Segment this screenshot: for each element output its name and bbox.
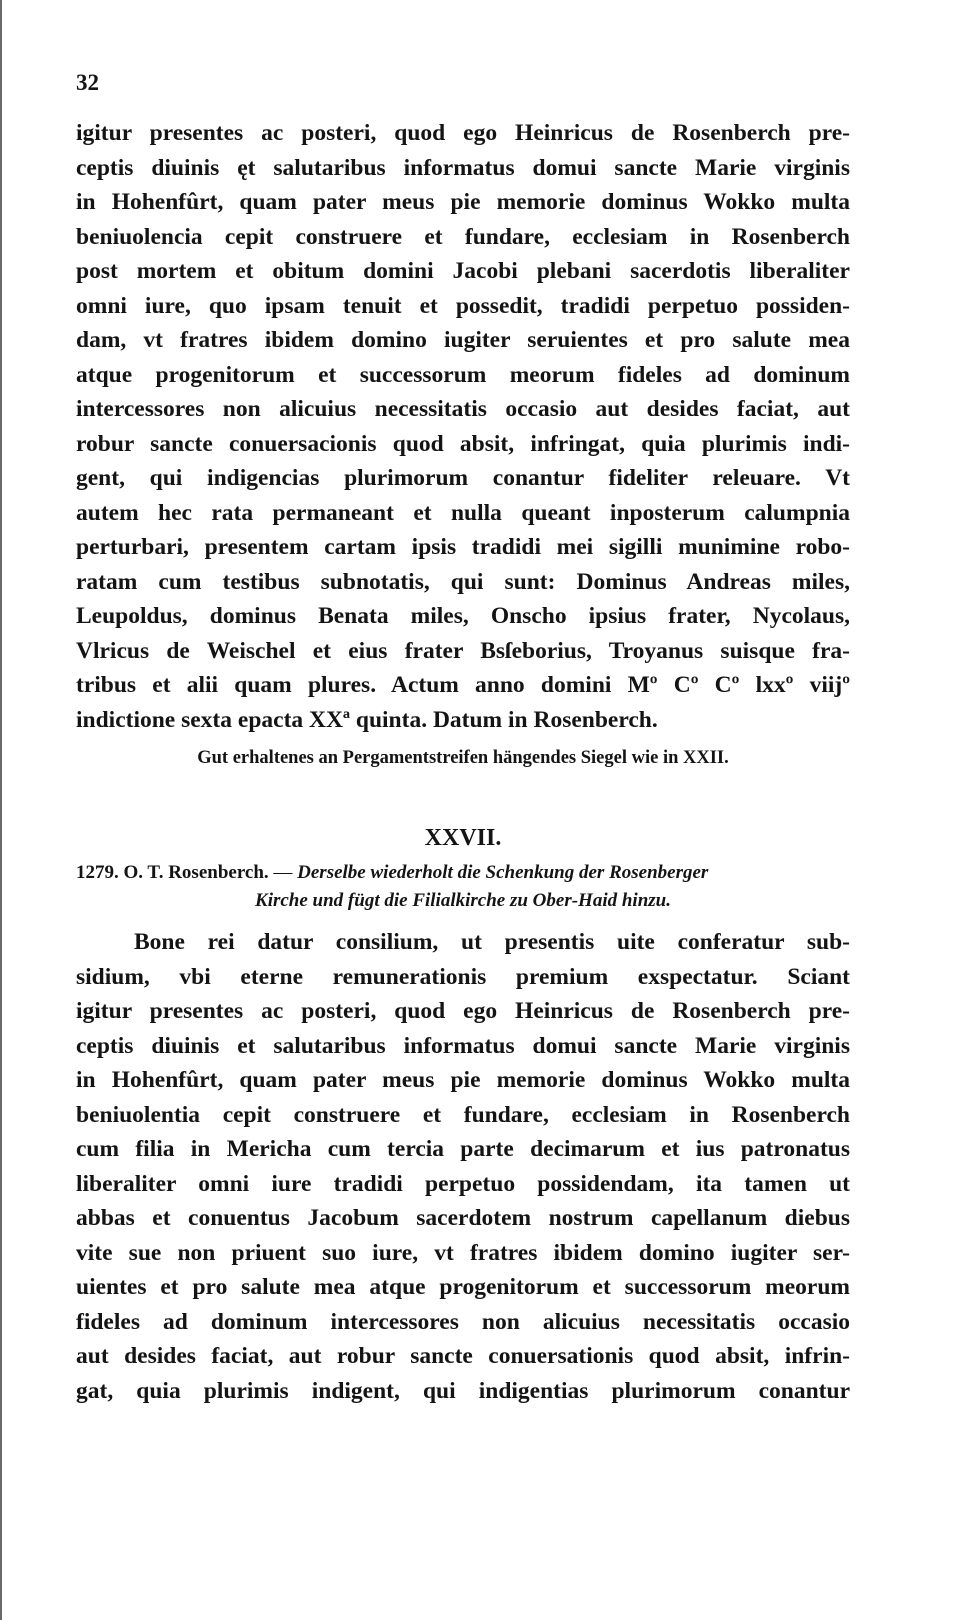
text-line: ceptis diuinis ęt salutaribus informatus domui sancte Marie virginis — [76, 154, 850, 181]
text-line: liberaliter omni iure tradidi perpetuo possidendam, ita tamen ut — [76, 1170, 850, 1197]
text-line: abbas et conuentus Jacobum sacerdotem nostrum capellanum diebus — [76, 1205, 850, 1231]
text-line: atque progenitorum et successorum meorum fideles ad dominum — [76, 361, 850, 388]
text-line: dam, vt fratres ibidem domino iugiter seruientes et pro salute mea — [76, 327, 850, 353]
text-line: sidium, vbi eterne remunerationis premium exspectatur. Sciant — [76, 963, 850, 990]
text-line: gent, qui indigencias plurimorum conantur fideliter releuare. Vt — [76, 465, 850, 491]
text-line: gat, quia plurimis indigent, qui indigentias plurimorum conantur — [76, 1377, 850, 1404]
text-line: indictione sexta epacta XXª quinta. Datum in Rosenberch. — [76, 706, 658, 733]
text-line: aut desides faciat, aut robur sancte conuersationis quod absit, infrin- — [76, 1343, 850, 1369]
text-line: tribus et alii quam plures. Actum anno domini Mº Cº Cº lxxº viijº — [76, 672, 850, 698]
text-line: ratam cum testibus subnotatis, qui sunt: Dominus Andreas miles, — [76, 568, 850, 595]
text-line: fideles ad dominum intercessores non alicuius necessitatis occasio — [76, 1308, 850, 1335]
text-line: robur sancte conuersacionis quod absit, infringat, quia plurimis indi- — [76, 430, 850, 457]
text-line: Leupoldus, dominus Benata miles, Onscho ipsius frater, Nycolaus, — [76, 603, 850, 629]
charter-xxvii-text — [76, 925, 850, 1408]
text-line: omni iure, quo ipsam tenuit et possedit, tradidi perpetuo possiden- — [76, 292, 850, 319]
text-line: post mortem et obitum domini Jacobi plebani sacerdotis liberaliter — [76, 258, 850, 284]
text-line: beniuolencia cepit construere et fundare, ecclesiam in Rosenberch — [76, 223, 850, 250]
regest-summary: Derselbe wiederholt die Schenkung der Rosenberger — [297, 862, 709, 883]
text-line: vite sue non priuent suo iure, vt fratres ibidem domino iugiter ser- — [76, 1239, 850, 1266]
regest-date-place: 1279. O. T. Rosenberch. — [76, 862, 269, 883]
seal-note: Gut erhaltenes an Pergamentstreifen hängendes Siegel wie in XXII. — [197, 748, 729, 768]
text-line: uientes et pro salute mea atque progenitorum et successorum meorum — [76, 1274, 850, 1300]
text-line: cum filia in Mericha cum tercia parte decimarum et ius patronatus — [76, 1136, 850, 1162]
text-line: autem hec rata permaneant et nulla queant inposterum calumpnia — [76, 499, 850, 526]
text-line: Bone rei datur consilium, ut presentis uite conferatur sub- — [134, 929, 850, 955]
document-number-heading: XXVII. — [424, 825, 502, 851]
text-line: intercessores non alicuius necessitatis occasio aut desides faciat, aut — [76, 396, 850, 422]
text-line: igitur presentes ac posteri, quod ego Heinricus de Rosenberch pre- — [76, 998, 850, 1024]
page-edge-rule — [0, 0, 2, 1620]
regest-summary-continued: Kirche und fügt die Filialkirche zu Ober-Haid hinzu. — [255, 890, 671, 911]
page-number: 32 — [76, 70, 99, 95]
document-regest — [76, 859, 850, 915]
regest-dash: — — [268, 862, 298, 883]
text-line: in Hohenfûrt, quam pater meus pie memorie dominus Wokko multa — [76, 189, 850, 215]
text-line: beniuolentia cepit construere et fundare, ecclesiam in Rosenberch — [76, 1101, 850, 1128]
document-page — [76, 60, 850, 1408]
text-line: Vlricus de Weischel et eius frater Bsſeborius, Troyanus suisque fra- — [76, 637, 850, 664]
text-line: igitur presentes ac posteri, quod ego Heinricus de Rosenberch pre- — [76, 120, 850, 146]
text-line: in Hohenfûrt, quam pater meus pie memorie dominus Wokko multa — [76, 1067, 850, 1093]
charter-xxvi-continuation-text — [76, 116, 850, 737]
regest-line — [76, 859, 850, 887]
text-line: perturbari, presentem cartam ipsis tradidi mei sigilli munimine robo- — [76, 534, 850, 560]
text-line: ceptis diuinis et salutaribus informatus domui sancte Marie virginis — [76, 1032, 850, 1059]
